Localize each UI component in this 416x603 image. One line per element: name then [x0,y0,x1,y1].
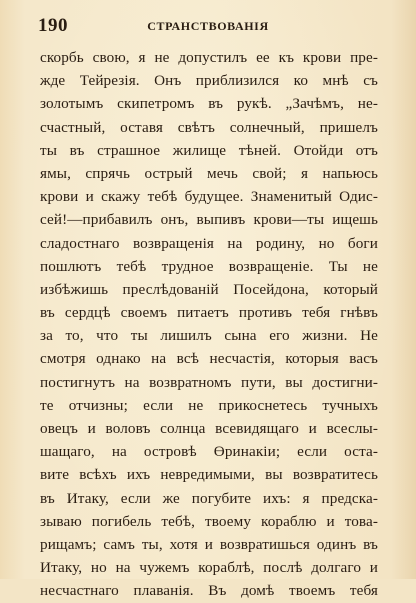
text-line: въ Итаку, если же погубите ихъ: я предска- [40,489,378,507]
text-line: вите всѣхъ ихъ невредимыми, вы возвратитесь [40,466,378,484]
text-line: смотря однако на всѣ несчастія, которыя васъ [40,350,378,368]
text-line: въ сердцѣ своемъ питаетъ противъ тебя гнѣвъ [40,304,378,322]
text-line: зываю погибель тебѣ, твоему кораблю и това- [40,512,378,530]
text-line: овецъ и воловъ солнца всевидящаго и всеслы- [40,420,378,437]
text-line: избѣжишь преслѣдованій Посейдона, который [40,280,378,298]
page-header [38,15,380,37]
running-head: СТРАНСТВОВАНІЯ [147,19,269,33]
text-line: рищамъ; самъ ты, хотя и возвратишься одинъ въ [40,535,378,553]
text-line: те отчизны; если не прикоснетесь тучныхъ [40,396,378,414]
text-line: ямы, спрячь острый мечь свой; я напьюсь [40,164,378,182]
text-line: скорбь свою, я не допустилъ ее къ крови пре- [40,49,378,66]
text-line: постигнутъ на возвратномъ пути, вы достигни- [40,373,378,391]
text-line: сладостнаго возвращенія на родину, но боги [40,234,378,252]
text-line: крови и скажу тебѣ будущее. Знаменитый Одис- [40,188,378,206]
text-line: ты въ страшное жилище тѣней. Отойди отъ [40,141,378,159]
text-line: шащаго, на островѣ Өринакіи; если оста- [40,443,378,461]
text-line: золотымъ скипетромъ въ рукѣ. „Зачѣмъ, не- [40,95,378,113]
text-line: сей!—прибавилъ онъ, выпивъ крови—ты ищешь [40,211,378,229]
page-number: 190 [38,15,68,36]
text-line: Итаку, но на чужемъ кораблѣ, послѣ долгаго и [40,559,378,577]
text-line: пошлютъ тебѣ трудное возвращеніе. Ты не [40,257,378,275]
text-line: жде Тейрезія. Онъ приблизился ко мнѣ съ [40,72,378,90]
body-text [40,46,378,603]
text-line: счастный, оставя свѣтъ солнечный, пришелъ [40,118,378,136]
text-line: за то, что ты лишилъ сына его жизни. Не [40,327,378,345]
text-line: несчастнаго плаванія. Въ домѣ твоемъ тебя [40,582,378,600]
